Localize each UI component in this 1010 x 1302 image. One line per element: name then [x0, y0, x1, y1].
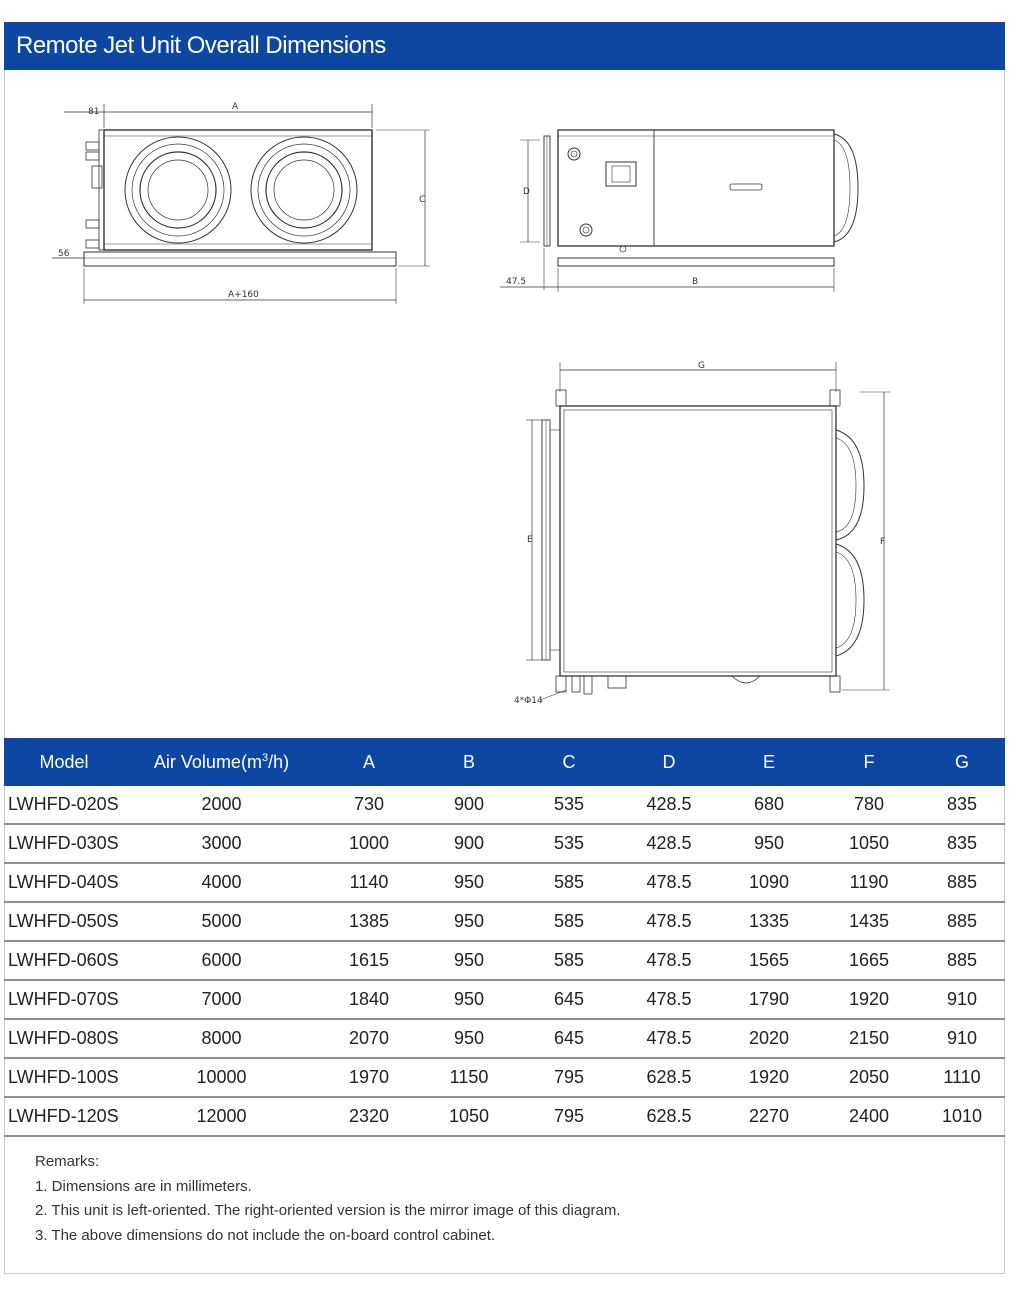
table-row [4, 1058, 1005, 1097]
cell-c: 535 [519, 786, 619, 824]
cell-air-volume: 6000 [124, 941, 319, 980]
cell-d: 478.5 [619, 980, 719, 1019]
cell-e: 1090 [719, 863, 819, 902]
cell-g: 910 [919, 1019, 1005, 1058]
cell-e: 2270 [719, 1097, 819, 1136]
front-view-drawing [52, 102, 430, 304]
cell-a: 1840 [319, 980, 419, 1019]
side-view-drawing [500, 130, 858, 292]
cell-c: 585 [519, 902, 619, 941]
cell-air-volume: 8000 [124, 1019, 319, 1058]
remark-item: 2. This unit is left-oriented. The right-oriented version is the mirror image of this diagram. [35, 1202, 621, 1219]
cell-d: 478.5 [619, 902, 719, 941]
cell-d: 428.5 [619, 824, 719, 863]
header-b: B [419, 738, 519, 786]
cell-c: 645 [519, 980, 619, 1019]
remark-item: 1. Dimensions are in millimeters. [35, 1177, 252, 1195]
cell-c: 585 [519, 941, 619, 980]
cell-air-volume: 5000 [124, 902, 319, 941]
table-row [4, 902, 1005, 941]
dim-label-f: F [880, 537, 886, 547]
cell-d: 478.5 [619, 1019, 719, 1058]
table-row [4, 1019, 1005, 1058]
cell-c: 585 [519, 863, 619, 902]
header-c: C [519, 738, 619, 786]
dim-label-g: G [698, 361, 705, 371]
dim-label-a: A [232, 102, 239, 112]
cell-model: LWHFD-040S [4, 863, 124, 902]
dim-label-81: 81 [88, 107, 100, 117]
cell-b: 950 [419, 863, 519, 902]
cell-g: 835 [919, 786, 1005, 824]
cell-a: 1615 [319, 941, 419, 980]
top-view-drawing [514, 361, 890, 706]
cell-model: LWHFD-020S [4, 786, 124, 824]
cell-air-volume: 2000 [124, 786, 319, 824]
cell-f: 2050 [819, 1058, 919, 1097]
cell-model: LWHFD-070S [4, 980, 124, 1019]
dim-label-hole: 4*Φ14 [514, 696, 543, 706]
cell-f: 2400 [819, 1097, 919, 1136]
cell-air-volume: 12000 [124, 1097, 319, 1136]
cell-b: 950 [419, 941, 519, 980]
remarks-title: Remarks: [35, 1153, 100, 1170]
cell-model: LWHFD-050S [4, 902, 124, 941]
cell-a: 1385 [319, 902, 419, 941]
cell-model: LWHFD-080S [4, 1019, 124, 1058]
header-a: A [319, 738, 419, 786]
header-d: D [619, 738, 719, 786]
header-f: F [819, 738, 919, 786]
cell-a: 2320 [319, 1097, 419, 1136]
cell-e: 1790 [719, 980, 819, 1019]
table-row [4, 980, 1005, 1019]
cell-g: 1110 [919, 1058, 1005, 1097]
cell-model: LWHFD-030S [4, 824, 124, 863]
cell-f: 2150 [819, 1019, 919, 1058]
cell-c: 645 [519, 1019, 619, 1058]
cell-a: 730 [319, 786, 419, 824]
dim-label-56: 56 [58, 249, 70, 259]
cell-b: 950 [419, 980, 519, 1019]
table-row [4, 1097, 1005, 1136]
cell-c: 535 [519, 824, 619, 863]
cell-a: 1140 [319, 863, 419, 902]
cell-model: LWHFD-100S [4, 1058, 124, 1097]
dim-label-a-plus-160: A+160 [228, 290, 259, 300]
cell-c: 795 [519, 1097, 619, 1136]
table-row [4, 863, 1005, 902]
cell-a: 1970 [319, 1058, 419, 1097]
cell-e: 1335 [719, 902, 819, 941]
cell-b: 950 [419, 1019, 519, 1058]
cell-f: 780 [819, 786, 919, 824]
cell-d: 428.5 [619, 786, 719, 824]
cell-b: 1150 [419, 1058, 519, 1097]
cell-g: 885 [919, 863, 1005, 902]
cell-a: 1000 [319, 824, 419, 863]
header-e: E [719, 738, 819, 786]
remarks-section [35, 1150, 621, 1248]
cell-g: 910 [919, 980, 1005, 1019]
cell-air-volume: 10000 [124, 1058, 319, 1097]
cell-air-volume: 7000 [124, 980, 319, 1019]
cell-d: 478.5 [619, 863, 719, 902]
dim-label-e: E [527, 535, 533, 545]
cell-f: 1920 [819, 980, 919, 1019]
cell-b: 1050 [419, 1097, 519, 1136]
cell-air-volume: 4000 [124, 863, 319, 902]
table-row [4, 786, 1005, 824]
table-row [4, 941, 1005, 980]
dim-label-b: B [692, 277, 699, 287]
cell-c: 795 [519, 1058, 619, 1097]
cell-d: 628.5 [619, 1097, 719, 1136]
header-air-volume: Air $Volume(m^3/h)$ [124, 738, 319, 786]
dim-label-c: C [419, 195, 426, 205]
cell-g: 885 [919, 902, 1005, 941]
cell-e: 2020 [719, 1019, 819, 1058]
cell-f: 1050 [819, 824, 919, 863]
dim-label-d: D [523, 187, 530, 197]
header-model: Model [4, 738, 124, 786]
cell-e: 1565 [719, 941, 819, 980]
remark-item: 3. The above dimensions do not include the on-board control cabinet. [35, 1226, 496, 1244]
cell-air-volume: 3000 [124, 824, 319, 863]
cell-f: 1435 [819, 902, 919, 941]
cell-e: 680 [719, 786, 819, 824]
dim-label-47-5: 47.5 [506, 277, 527, 287]
dimensions-table [4, 738, 1005, 1137]
table-header-row [4, 738, 1005, 786]
cell-model: LWHFD-120S [4, 1097, 124, 1136]
table-row [4, 824, 1005, 863]
cell-f: 1190 [819, 863, 919, 902]
cell-g: 835 [919, 824, 1005, 863]
header-g: G [919, 738, 1005, 786]
cell-g: 885 [919, 941, 1005, 980]
cell-b: 950 [419, 902, 519, 941]
cell-d: 628.5 [619, 1058, 719, 1097]
cell-d: 478.5 [619, 941, 719, 980]
cell-g: 1010 [919, 1097, 1005, 1136]
cell-b: 900 [419, 786, 519, 824]
cell-a: 2070 [319, 1019, 419, 1058]
page-title: Remote Jet Unit Overall Dimensions [16, 32, 386, 59]
cell-e: 1920 [719, 1058, 819, 1097]
cell-b: 900 [419, 824, 519, 863]
cell-e: 950 [719, 824, 819, 863]
cell-model: LWHFD-060S [4, 941, 124, 980]
cell-f: 1665 [819, 941, 919, 980]
